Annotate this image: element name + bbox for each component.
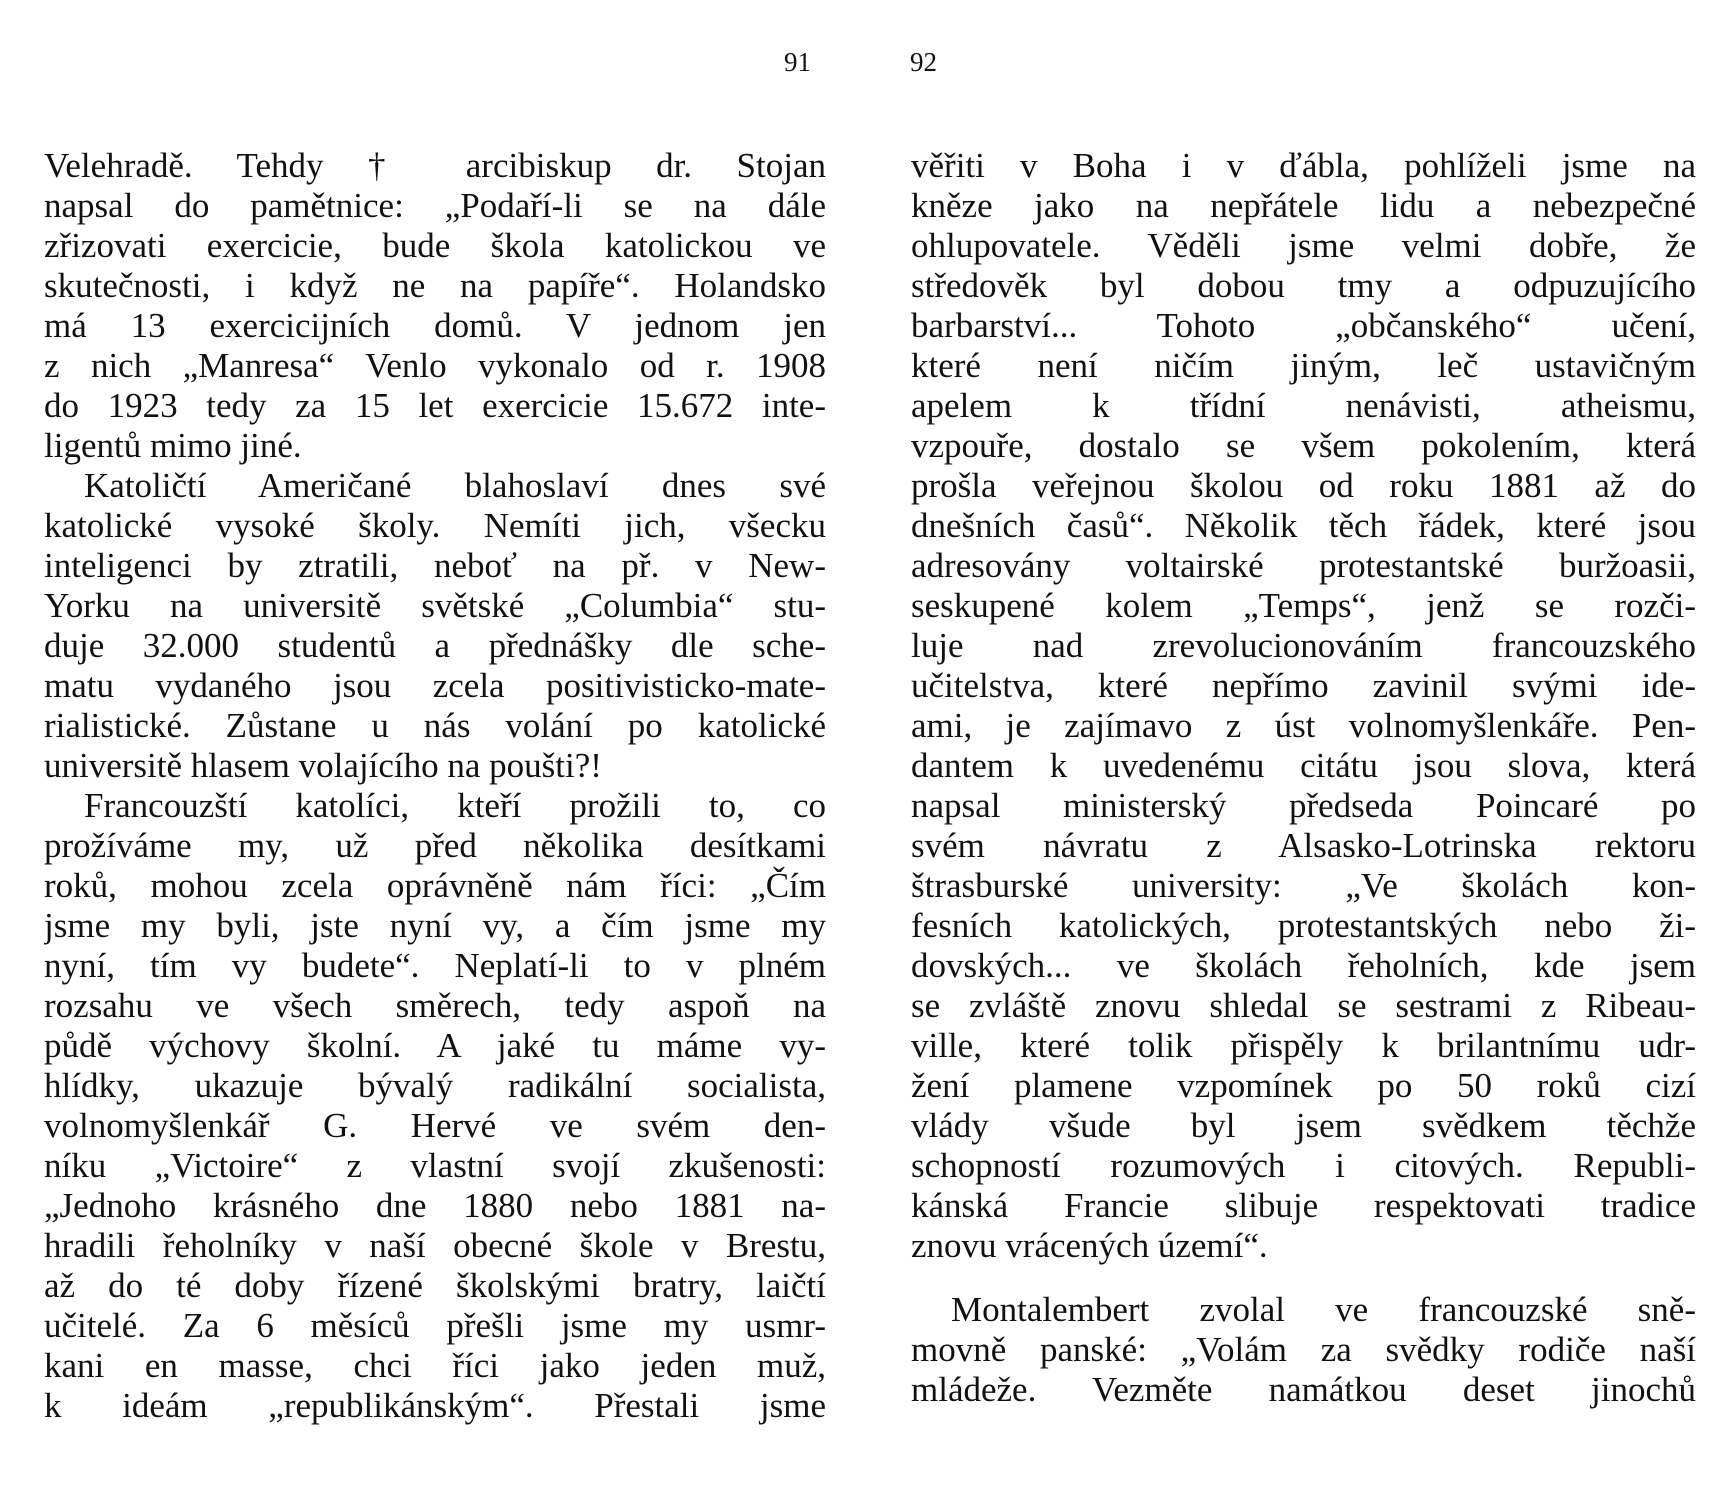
text-line: rialistické. Zůstane u nás volání po katolické bbox=[44, 706, 826, 745]
text-line: do 1923 tedy za 15 let exercicie 15.672 inte- bbox=[44, 386, 826, 425]
text-line: „Jednoho krásného dne 1880 nebo 1881 na- bbox=[44, 1186, 826, 1225]
text-line: půdě výchovy školní. A jaké tu máme vy- bbox=[44, 1026, 826, 1065]
text-line: štrasburské university: „Ve školách kon- bbox=[911, 866, 1696, 905]
text-line: barbarství... Tohoto „občanského“ učení, bbox=[911, 306, 1696, 345]
page-number-left: 91 bbox=[784, 47, 811, 77]
text-line: ville, které tolik přispěly k brilantnímu udr- bbox=[911, 1026, 1696, 1065]
text-line: rozsahu ve všech směrech, tedy aspoň na bbox=[44, 986, 826, 1025]
text-line: hradili řeholníky v naší obecné škole v Brestu, bbox=[44, 1226, 826, 1265]
text-line: prošla veřejnou školou od roku 1881 až do bbox=[911, 466, 1696, 505]
text-line: Katoličtí Američané blahoslaví dnes své bbox=[84, 466, 826, 505]
text-line: duje 32.000 studentů a přednášky dle sche- bbox=[44, 626, 826, 665]
text-line: má 13 exercicijních domů. V jednom jen bbox=[44, 306, 826, 345]
text-line: svém návratu z Alsasko-Lotrinska rektoru bbox=[911, 826, 1696, 865]
text-line: znovu vrácených území“. bbox=[911, 1226, 1268, 1265]
page-number-right: 92 bbox=[910, 47, 937, 77]
text-line: Francouzští katolíci, kteří prožili to, co bbox=[84, 786, 826, 825]
text-line: ohlupovatele. Věděli jsme velmi dobře, že bbox=[911, 226, 1696, 265]
text-line: roků, mohou zcela oprávněně nám říci: „Čím bbox=[44, 866, 826, 905]
text-line: kněze jako na nepřátele lidu a nebezpečné bbox=[911, 186, 1696, 225]
text-line: nyní, tím vy budete“. Neplatí-li to v plném bbox=[44, 946, 826, 985]
text-line: schopností rozumových i citových. Republi- bbox=[911, 1146, 1696, 1185]
text-line: inteligenci by ztratili, neboť na př. v New- bbox=[44, 546, 826, 585]
text-line: kani en masse, chci říci jako jeden muž, bbox=[44, 1346, 826, 1385]
text-line: universitě hlasem volajícího na poušti?! bbox=[44, 746, 602, 785]
text-line: skutečnosti, i když ne na papíře“. Holandsko bbox=[44, 266, 826, 305]
text-line: dnešních časů“. Několik těch řádek, které jsou bbox=[911, 506, 1696, 545]
text-line: středověk byl dobou tmy a odpuzujícího bbox=[911, 266, 1696, 305]
text-line: učitelstva, které nepřímo zavinil svými ide- bbox=[911, 666, 1696, 705]
left-page-text-column bbox=[44, 146, 826, 1426]
text-line: až do té doby řízené školskými bratry, laičtí bbox=[44, 1266, 826, 1305]
text-line: níku „Victoire“ z vlastní svojí zkušenosti: bbox=[44, 1146, 826, 1185]
text-line: se zvláště znovu shledal se sestrami z Ribeau- bbox=[911, 986, 1696, 1025]
text-line: seskupené kolem „Temps“, jenž se rozči- bbox=[911, 586, 1696, 625]
text-line: hlídky, ukazuje bývalý radikální socialista, bbox=[44, 1066, 826, 1105]
text-line: věřiti v Boha i v ďábla, pohlíželi jsme na bbox=[911, 146, 1696, 185]
text-line: jsme my byli, jste nyní vy, a čím jsme my bbox=[44, 906, 826, 945]
text-line: napsal do pamětnice: „Podaří-li se na dále bbox=[44, 186, 826, 225]
text-line: movně panské: „Volám za svědky rodiče naší bbox=[911, 1330, 1696, 1369]
text-line: apelem k třídní nenávisti, atheismu, bbox=[911, 386, 1696, 425]
text-line: mládeže. Vezměte namátkou deset jinochů bbox=[911, 1370, 1696, 1409]
text-line: luje nad zrevolucionováním francouzského bbox=[911, 626, 1696, 665]
text-line: žení plamene vzpomínek po 50 roků cizí bbox=[911, 1066, 1696, 1105]
text-line: adresovány voltairské protestantské buržoasii, bbox=[911, 546, 1696, 585]
text-line: Montalembert zvolal ve francouzské sně- bbox=[951, 1290, 1696, 1329]
text-line: vlády všude byl jsem svědkem těchže bbox=[911, 1106, 1696, 1145]
text-line: zřizovati exercicie, bude škola katolickou ve bbox=[44, 226, 826, 265]
text-line: ami, je zajímavo z úst volnomyšlenkáře. Pen- bbox=[911, 706, 1696, 745]
text-line: katolické vysoké školy. Nemíti jich, všecku bbox=[44, 506, 826, 545]
text-line: Yorku na universitě světské „Columbia“ stu- bbox=[44, 586, 826, 625]
text-line: napsal ministerský předseda Poincaré po bbox=[911, 786, 1696, 825]
text-line: k ideám „republikánským“. Přestali jsme bbox=[44, 1386, 826, 1425]
text-line: učitelé. Za 6 měsíců přešli jsme my usmr- bbox=[44, 1306, 826, 1345]
paragraph-gap bbox=[911, 1266, 1696, 1290]
text-line: Velehradě. Tehdy † arcibiskup dr. Stojan bbox=[44, 146, 826, 185]
text-line: vzpouře, dostalo se všem pokolením, která bbox=[911, 426, 1696, 465]
right-page-text-column bbox=[911, 146, 1696, 1410]
text-line: fesních katolických, protestantských nebo ži- bbox=[911, 906, 1696, 945]
text-line: prožíváme my, už před několika desítkami bbox=[44, 826, 826, 865]
text-line: kánská Francie slibuje respektovati tradice bbox=[911, 1186, 1696, 1225]
text-line: matu vydaného jsou zcela positivisticko-mate- bbox=[44, 666, 826, 705]
text-line: které není ničím jiným, leč ustavičným bbox=[911, 346, 1696, 385]
text-line: dovských... ve školách řeholních, kde jsem bbox=[911, 946, 1696, 985]
text-line: dantem k uvedenému citátu jsou slova, která bbox=[911, 746, 1696, 785]
text-line: volnomyšlenkář G. Hervé ve svém den- bbox=[44, 1106, 826, 1145]
text-line: z nich „Manresa“ Venlo vykonalo od r. 1908 bbox=[44, 346, 826, 385]
text-line: ligentů mimo jiné. bbox=[44, 426, 302, 465]
